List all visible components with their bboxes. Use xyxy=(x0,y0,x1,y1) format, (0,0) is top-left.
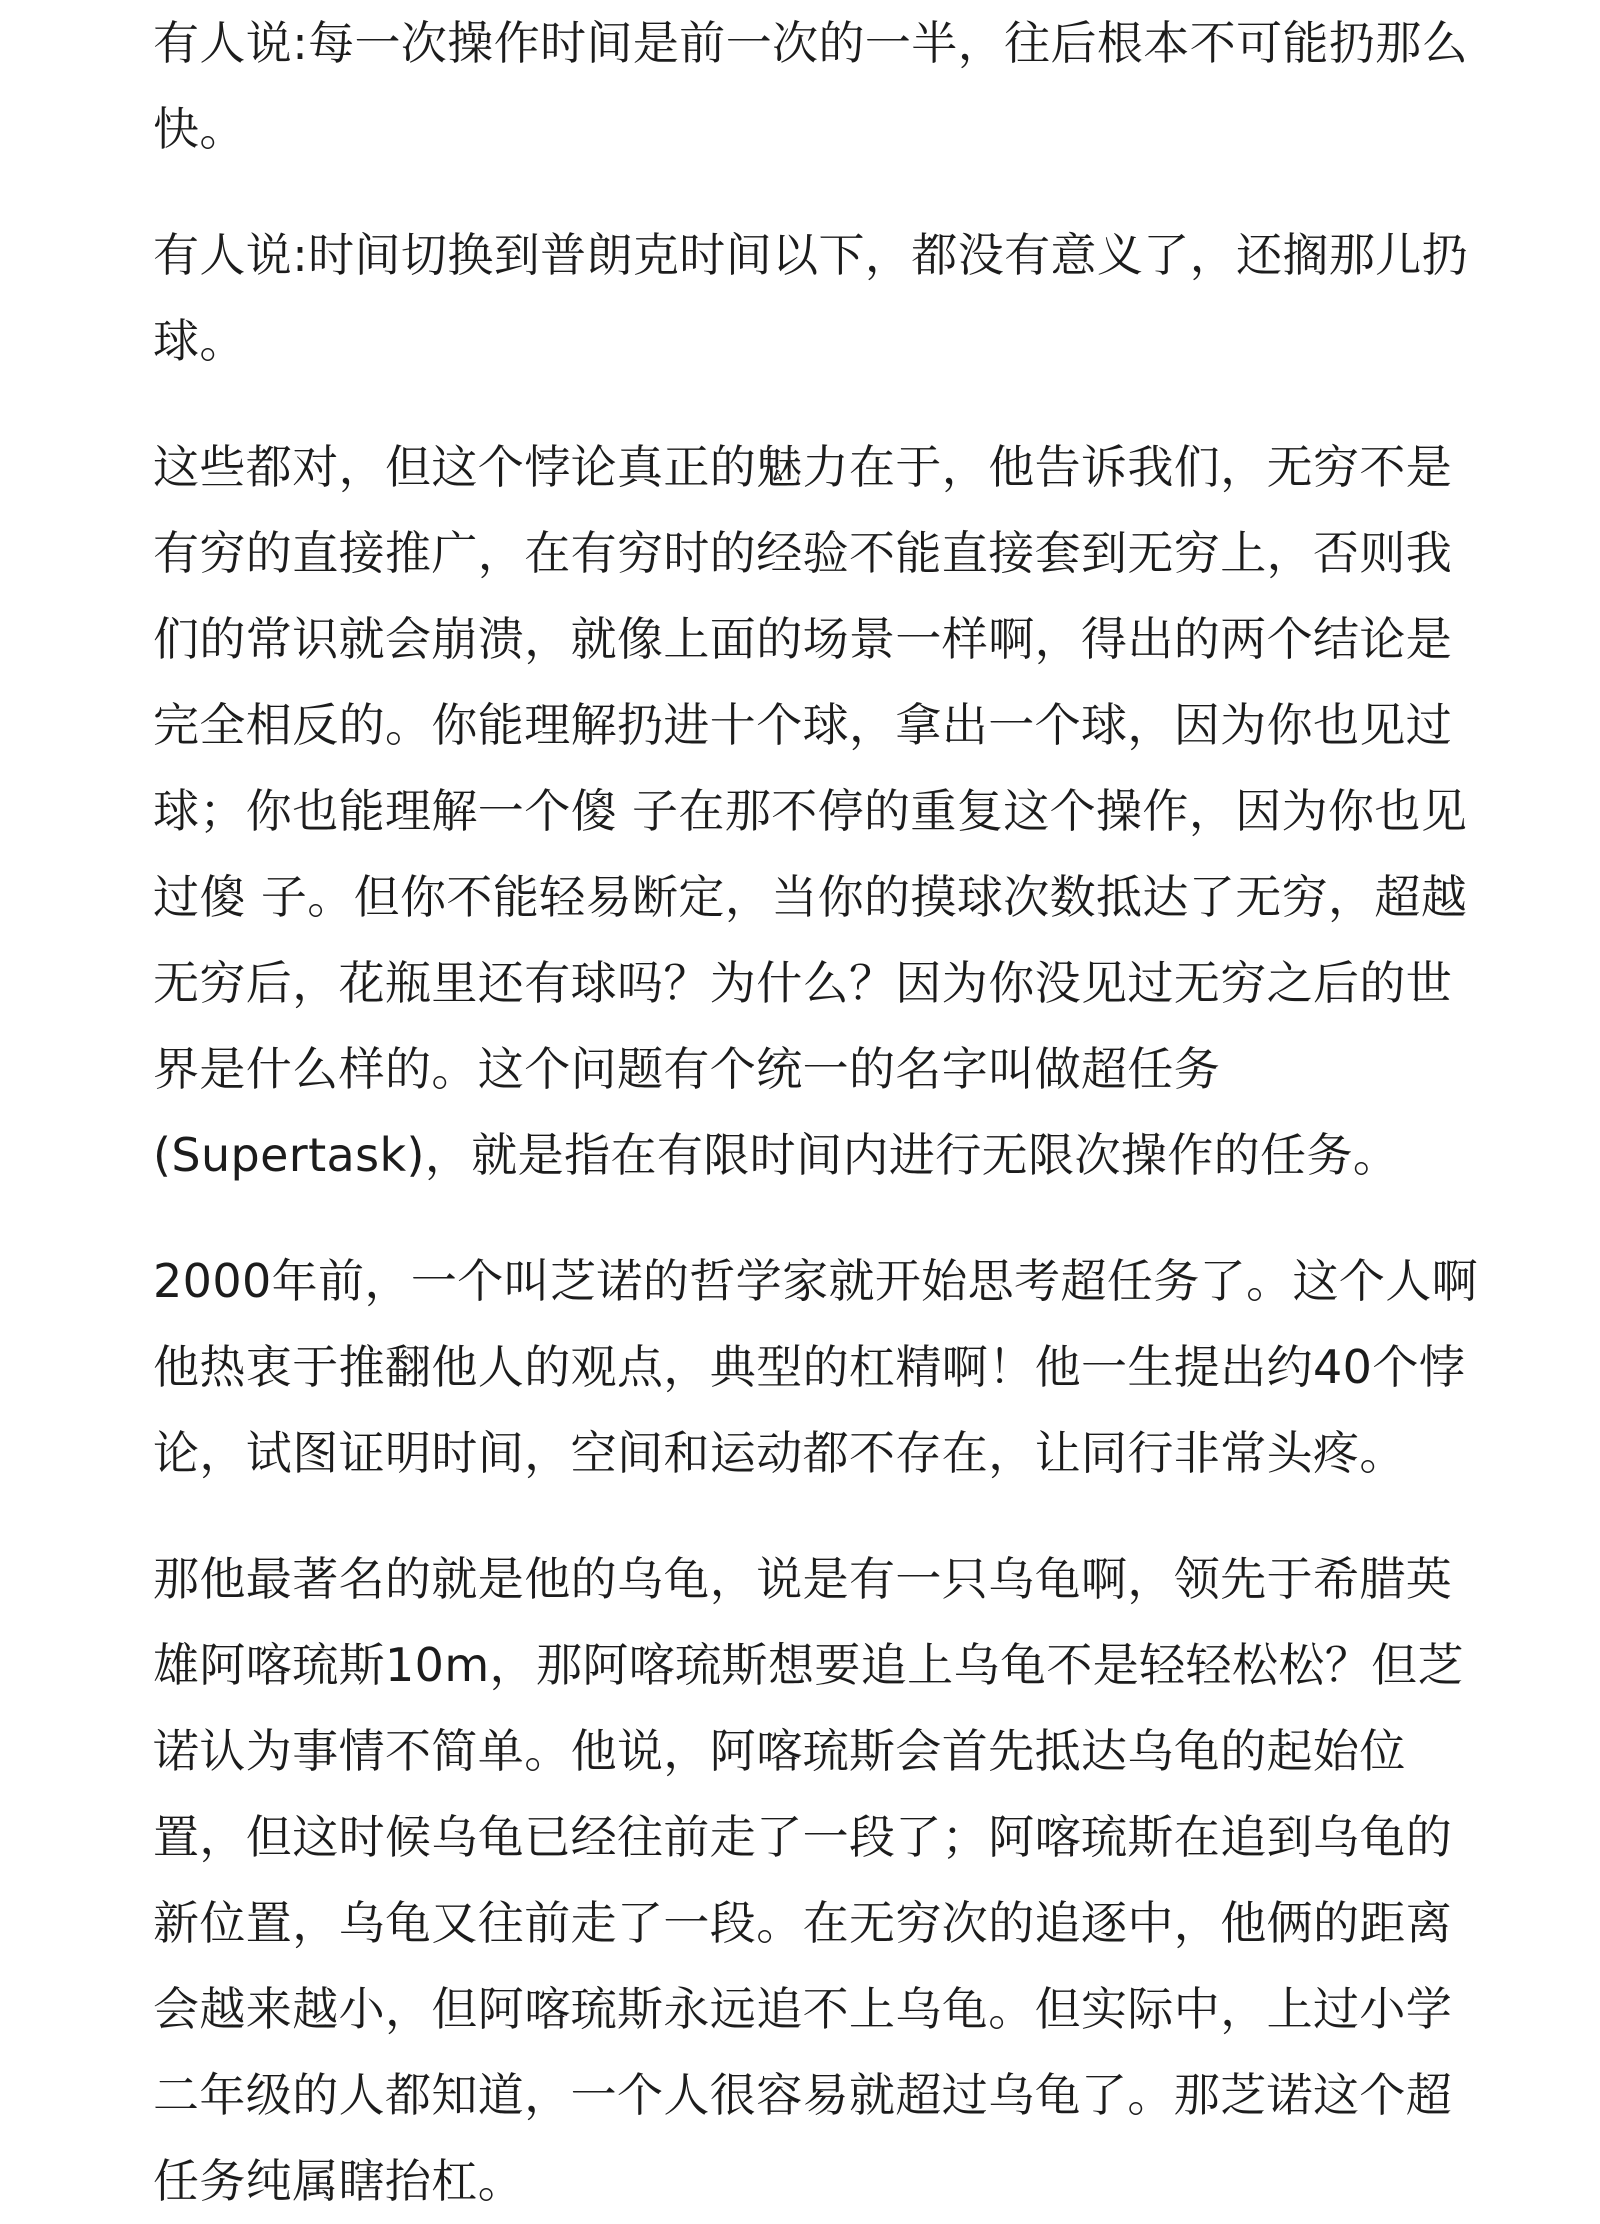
text-line: 有穷的直接推广，在有穷时的经验不能直接套到无穷上，否则我 xyxy=(153,526,1453,580)
text-line: 那他最著名的就是他的乌龟，说是有一只乌龟啊，领先于希腊英 xyxy=(153,1552,1453,1606)
paragraph xyxy=(153,1536,1463,2224)
text-line: 2000年前，一个叫芝诺的哲学家就开始思考超任务了。这个人啊 xyxy=(153,1254,1479,1308)
paragraph xyxy=(153,0,1469,172)
text-line: 置，但这时候乌龟已经往前走了一段了；阿喀琉斯在追到乌龟的 xyxy=(153,1810,1453,1864)
paragraph xyxy=(153,212,1469,384)
text-line: 二年级的人都知道，一个人很容易就超过乌龟了。那芝诺这个超 xyxy=(153,2068,1453,2122)
text-line: 无穷后，花瓶里还有球吗？为什么？因为你没见过无穷之后的世 xyxy=(153,956,1453,1010)
text-line: 这些都对，但这个悖论真正的魅力在于，他告诉我们，无穷不是 xyxy=(153,440,1453,494)
text-line: 他热衷于推翻他人的观点，典型的杠精啊！他一生提出约40个悖 xyxy=(153,1340,1466,1394)
text-line: 新位置，乌龟又往前走了一段。在无穷次的追逐中，他俩的距离 xyxy=(153,1896,1453,1950)
article-body xyxy=(153,0,1479,2224)
text-line: 快。 xyxy=(153,102,246,156)
text-line: 任务纯属瞎抬杠。 xyxy=(153,2154,525,2208)
text-line: 雄阿喀琉斯10m，那阿喀琉斯想要追上乌龟不是轻轻松松？但芝 xyxy=(153,1638,1464,1692)
text-line: 球；你也能理解一个傻 子在那不停的重复这个操作，因为你也见 xyxy=(153,784,1468,838)
text-line: 界是什么样的。这个问题有个统一的名字叫做超任务 xyxy=(153,1042,1221,1096)
text-line: 过傻 子。但你不能轻易断定，当你的摸球次数抵达了无穷，超越 xyxy=(153,870,1468,924)
paragraph xyxy=(153,1238,1479,1496)
text-line: 球。 xyxy=(153,314,246,368)
text-line: 们的常识就会崩溃，就像上面的场景一样啊，得出的两个结论是 xyxy=(153,612,1453,666)
paragraph xyxy=(153,424,1468,1198)
text-line: 有人说:每一次操作时间是前一次的一半，往后根本不可能扔那么 xyxy=(153,16,1469,70)
text-line: 会越来越小，但阿喀琉斯永远追不上乌龟。但实际中，上过小学 xyxy=(153,1982,1453,2036)
text-line: (Supertask)，就是指在有限时间内进行无限次操作的任务。 xyxy=(153,1128,1400,1182)
text-line: 论，试图证明时间，空间和运动都不存在，让同行非常头疼。 xyxy=(153,1426,1406,1480)
text-line: 有人说:时间切换到普朗克时间以下，都没有意义了，还搁那儿扔 xyxy=(153,228,1469,282)
text-line: 诺认为事情不简单。他说，阿喀琉斯会首先抵达乌龟的起始位 xyxy=(153,1724,1406,1778)
text-line: 完全相反的。你能理解扔进十个球，拿出一个球，因为你也见过 xyxy=(153,698,1453,752)
